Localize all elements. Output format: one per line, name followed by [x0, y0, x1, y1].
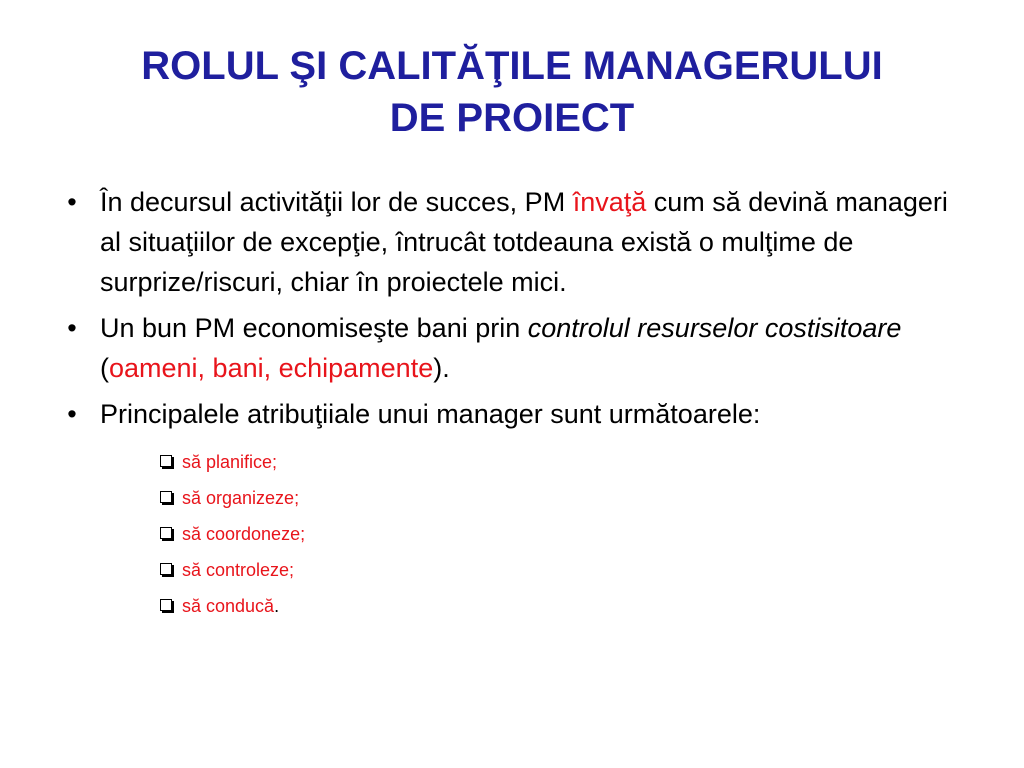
bullet-3-text: Principalele atribuţiiale unui manager sunt următoarele:: [100, 399, 761, 429]
checkbox-icon: [160, 599, 172, 611]
bullet-1-text-a: În decursul activităţii lor de succes, PM: [100, 187, 573, 217]
bullet-2-close: ).: [433, 353, 450, 383]
title-line-1: ROLUL ŞI CALITĂŢILE MANAGERULUI: [141, 44, 883, 88]
slide-content: [62, 182, 962, 620]
title-line-2: DE PROIECT: [389, 96, 635, 140]
attribution-item-controleze: [160, 552, 1024, 588]
attribution-label: să controleze;: [182, 560, 295, 580]
checkbox-icon: [160, 491, 172, 503]
attribution-label: să organizeze;: [182, 488, 300, 508]
bullet-1-text-b: cum să devină manageri al situaţiilor de excepţie, întrucât totdeauna există o mulţime de surprize/riscuri, chiar în proiectele mici.: [100, 187, 948, 297]
bullet-2-text-a: Un bun PM economiseşte bani prin: [100, 313, 528, 343]
attribution-item-organizeze: [160, 480, 1024, 516]
bullet-item-2: [62, 308, 962, 388]
attribution-label: să planifice;: [182, 452, 278, 472]
bullet-1-highlight: învaţă: [572, 187, 647, 217]
bullet-item-3: [62, 394, 962, 434]
checkbox-icon: [160, 563, 172, 575]
attribution-final-period: .: [274, 596, 280, 616]
attribution-item-conduca: [160, 588, 1024, 624]
checkbox-icon: [160, 455, 172, 467]
bullet-2-highlight: oameni, bani, echipamente: [109, 353, 434, 383]
attribution-item-planifice: [160, 444, 1024, 480]
bullet-marker: •: [67, 187, 77, 217]
bullet-marker: •: [67, 313, 77, 343]
bullet-2-open-paren: (: [100, 353, 109, 383]
attribution-label: să conducă: [182, 596, 275, 616]
slide-title: [40, 40, 984, 144]
attributions-list: [160, 444, 1024, 624]
bullet-item-1: [62, 182, 962, 302]
bullet-2-italic: controlul resurselor costisitoare: [527, 313, 902, 343]
bullet-marker: •: [67, 399, 77, 429]
checkbox-icon: [160, 527, 172, 539]
attribution-item-coordoneze: [160, 516, 1024, 552]
attribution-label: să coordoneze;: [182, 524, 306, 544]
